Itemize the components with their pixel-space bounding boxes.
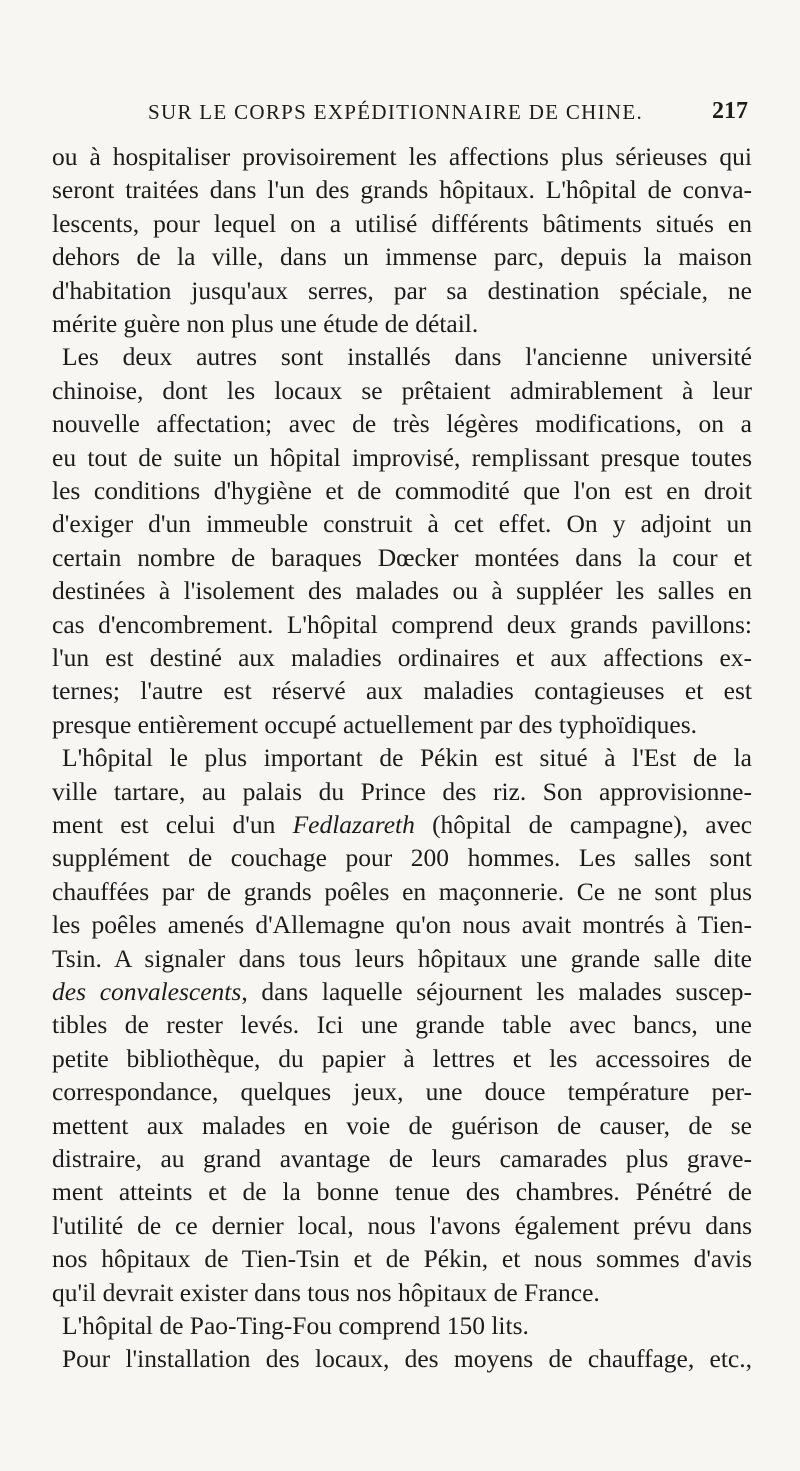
text-line: les conditions d'hygiène et de commodité que l'on est en droit [52, 476, 752, 505]
text-line: supplément de couchage pour 200 hommes. Les salles sont [52, 843, 752, 873]
page-number: 217 [712, 98, 748, 124]
text-line: nouvelle affectation; avec de très légères modifications, on a [52, 409, 752, 439]
text-line: eu tout de suite un hôpital improvisé, remplissant presque toutes [52, 442, 752, 472]
text-line: chauffées par de grands poêles en maçonnerie. Ce ne sont plus [52, 876, 752, 906]
text-line: ment atteints et de la bonne tenue des chambres. Pénétré de [52, 1177, 752, 1207]
text-line: certain nombre de baraques Dœcker montées dans la cour et [52, 542, 752, 572]
text-line: l'utilité de ce dernier local, nous l'avons également prévu dans [52, 1210, 752, 1240]
text-line: nos hôpitaux de Tien-Tsin et de Pékin, et nous sommes d'avis [52, 1244, 752, 1274]
text-line: L'hôpital le plus important de Pékin est situé à l'Est de la [62, 743, 752, 773]
text-line: tibles de rester levés. Ici une grande table avec bancs, une [52, 1010, 752, 1040]
text-line: destinées à l'isolement des malades ou à suppléer les salles en [52, 576, 752, 606]
text-line: mérite guère non plus une étude de détail. [52, 309, 479, 338]
text-line: lescents, pour lequel on a utilisé différents bâtiments situés en [52, 208, 752, 238]
text-line: chinoise, dont les locaux se prêtaient admirablement à leur [52, 375, 752, 405]
text-line: dehors de la ville, dans un immense parc, depuis la maison [52, 242, 752, 272]
text-line: Pour l'installation des locaux, des moyens de chauffage, etc., [62, 1344, 752, 1374]
page-header [148, 98, 748, 132]
text-line: correspondance, quelques jeux, une douce température per- [52, 1077, 752, 1107]
text-line: d'habitation jusqu'aux serres, par sa destination spéciale, ne [52, 275, 752, 305]
text-line: des convalescents, dans laquelle séjournent les malades suscep- [52, 977, 752, 1006]
italic-term: des convalescents [52, 977, 242, 1006]
text-line: presque entièrement occupé actuellement par des typhoïdiques. [52, 709, 698, 739]
text-line: L'hôpital de Pao-Ting-Fou comprend 150 lits. [62, 1311, 529, 1340]
text-line: petite bibliothèque, du papier à lettres et les accessoires de [52, 1043, 752, 1073]
text-line: Les deux autres sont installés dans l'ancienne université [62, 342, 752, 372]
text-line: ou à hospitaliser provisoirement les affections plus sérieuses qui [52, 142, 752, 171]
text-line: d'exiger d'un immeuble construit à cet effet. On y adjoint un [52, 509, 752, 539]
italic-term: Fedlazareth [292, 810, 415, 839]
running-head: SUR LE CORPS EXPÉDITIONNAIRE DE CHINE. [148, 100, 644, 124]
text-line: les poêles amenés d'Allemagne qu'on nous avait montrés à Tien- [52, 910, 752, 940]
text-line: seront traitées dans l'un des grands hôpitaux. L'hôpital de conva- [52, 175, 752, 205]
text-line: cas d'encombrement. L'hôpital comprend deux grands pavillons: [52, 609, 752, 639]
text-line: ville tartare, au palais du Prince des riz. Son approvisionne- [52, 776, 752, 806]
text-line: ternes; l'autre est réservé aux maladies contagieuses et est [52, 676, 752, 706]
text-line: l'un est destiné aux maladies ordinaires et aux affections ex- [52, 643, 752, 672]
text-line: qu'il devrait exister dans tous nos hôpitaux de France. [52, 1277, 600, 1307]
text-line: Tsin. A signaler dans tous leurs hôpitaux une grande salle dite [52, 943, 752, 973]
text-line: mettent aux malades en voie de guérison de causer, de se [52, 1110, 752, 1140]
text-line: distraire, au grand avantage de leurs camarades plus grave- [52, 1144, 752, 1173]
text-line: ment est celui d'un Fedlazareth (hôpital de campagne), avec [52, 810, 752, 839]
